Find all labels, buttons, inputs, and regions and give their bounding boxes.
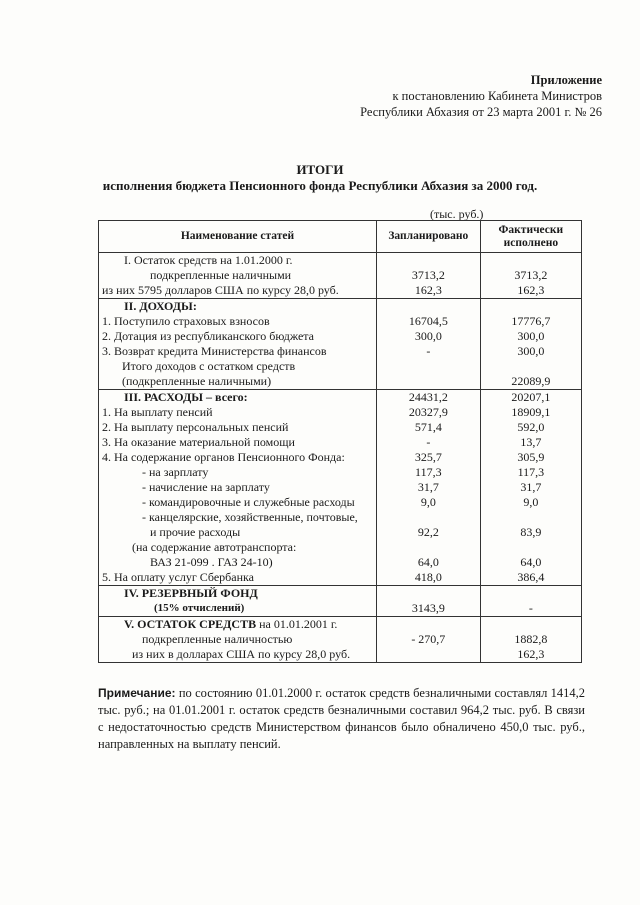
row-label: 3. Возврат кредита Министерства финансов (102, 344, 327, 358)
appendix-line-3: Республики Абхазия от 23 марта 2001 г. № 26 (360, 105, 602, 119)
actual-value: 64,0 (520, 555, 542, 569)
actual-value: 9,0 (523, 495, 539, 509)
planned-value: 300,0 (414, 329, 442, 343)
row-label: подкрепленные наличностью (142, 632, 293, 646)
planned-value: 3713,2 (411, 268, 445, 282)
planned-value: 3143,9 (411, 601, 445, 615)
budget-table (98, 220, 582, 663)
section-4-title: IV. РЕЗЕРВНЫЙ ФОНД (124, 586, 258, 600)
planned-value: - (426, 435, 431, 449)
note-paragraph (98, 685, 585, 753)
header-planned: Запланировано (376, 221, 480, 253)
planned-value: 418,0 (414, 570, 442, 584)
planned-value: - 270,7 (411, 632, 446, 646)
actual-value: 117,3 (517, 465, 545, 479)
planned-value: 162,3 (414, 283, 442, 297)
header-actual-text: Фактически исполнено (498, 223, 564, 249)
document-title (0, 162, 640, 194)
section-5-title-bold: V. ОСТАТОК СРЕДСТВ (124, 617, 257, 631)
appendix-header (360, 72, 602, 120)
title-line-2: исполнения бюджета Пенсионного фонда Республики Абхазия за 2000 год. (102, 178, 538, 193)
planned-value: 16704,5 (408, 314, 448, 328)
actual-value: 300,0 (517, 329, 545, 343)
appendix-line-2: к постановлению Кабинета Министров (392, 89, 602, 103)
row-label: 1. Поступило страховых взносов (102, 314, 270, 328)
row-label: из них 5795 долларов США по курсу 28,0 руб. (102, 283, 339, 297)
row-label: - на зарплату (142, 465, 209, 479)
section-2-title: II. ДОХОДЫ: (124, 299, 197, 313)
planned-value: 571,4 (414, 420, 442, 434)
actual-value: 3713,2 (514, 268, 548, 282)
table-row-section-1 (99, 253, 582, 299)
table-row-section-2 (99, 299, 582, 390)
row-label: подкрепленные наличными (150, 268, 292, 282)
row-label: - канцелярские, хозяйственные, почтовые, (142, 510, 358, 524)
row-label: 5. На оплату услуг Сбербанка (102, 570, 254, 584)
actual-value: 592,0 (517, 420, 545, 434)
actual-value: 300,0 (517, 344, 545, 358)
title-line-1: ИТОГИ (296, 162, 344, 177)
actual-value: 162,3 (517, 283, 545, 297)
table-row-section-5 (99, 617, 582, 663)
planned-value: 325,7 (414, 450, 442, 464)
appendix-title: Приложение (530, 73, 602, 87)
note-label: Примечание: (98, 686, 176, 700)
header-items: Наименование статей (99, 221, 377, 253)
header-actual (480, 221, 581, 253)
total-income-label: Итого доходов с остатком средств (122, 359, 296, 373)
actual-value: 1882,8 (514, 632, 548, 646)
row-label: - начисление на зарплату (142, 480, 270, 494)
table-row-section-3 (99, 390, 582, 586)
total-income-sub: (подкрепленные наличными) (122, 374, 272, 388)
note-text: по состоянию 01.01.2000 г. остаток средств безналичными составлял 1414,2 тыс. руб.; на 01.01.2001 г. остаток средств безналичными составил 964,2 тыс. руб. В связи с недостаточностью средств Министерством финансов было обналичено 450,0 тыс. руб., направленных на выплату пенсий. (98, 686, 585, 751)
row-label: 3. На оказание материальной помощи (102, 435, 295, 449)
units-label: (тыс. руб.) (430, 207, 484, 221)
row-label: из них в долларах США по курсу 28,0 руб. (132, 647, 351, 661)
actual-value: 386,4 (517, 570, 545, 584)
row-label: (на содержание автотранспорта: (132, 540, 297, 554)
row-label: ВАЗ 21-099 . ГАЗ 24-10) (150, 555, 273, 569)
planned-value: - (426, 344, 431, 358)
actual-value: 13,7 (520, 435, 542, 449)
row-label: 4. На содержание органов Пенсионного Фонда: (102, 450, 345, 464)
section-4-sub: (15% отчислений) (154, 602, 245, 614)
row-label: - командировочные и служебные расходы (142, 495, 355, 509)
section-5-title (102, 617, 373, 632)
row-label: 2. На выплату персональных пенсий (102, 420, 289, 434)
row-label: и прочие расходы (150, 525, 241, 539)
actual-value: 22089,9 (511, 374, 551, 388)
actual-value: 18909,1 (511, 405, 551, 419)
planned-value: 24431,2 (408, 390, 448, 404)
planned-value: 117,3 (415, 465, 442, 479)
planned-value: 9,0 (420, 495, 436, 509)
actual-value: 305,9 (517, 450, 545, 464)
actual-value: 20207,1 (511, 390, 551, 404)
actual-value: 83,9 (520, 525, 542, 539)
table-header-row (99, 221, 582, 253)
section-1-title: I. Остаток средств на 1.01.2000 г. (124, 253, 293, 267)
section-5-title-rest: на 01.01.2001 г. (256, 617, 338, 631)
row-label: 1. На выплату пенсий (102, 405, 213, 419)
row-label: 2. Дотация из республиканского бюджета (102, 329, 315, 343)
actual-value: 162,3 (517, 647, 545, 661)
actual-value: - (528, 601, 533, 615)
planned-value: 64,0 (417, 555, 439, 569)
planned-value: 31,7 (417, 480, 439, 494)
planned-value: 92,2 (417, 525, 439, 539)
table-row-section-4 (99, 586, 582, 617)
planned-value: 20327,9 (408, 405, 448, 419)
section-3-title: III. РАСХОДЫ – всего: (124, 390, 248, 404)
actual-value: 17776,7 (511, 314, 551, 328)
actual-value: 31,7 (520, 480, 542, 494)
